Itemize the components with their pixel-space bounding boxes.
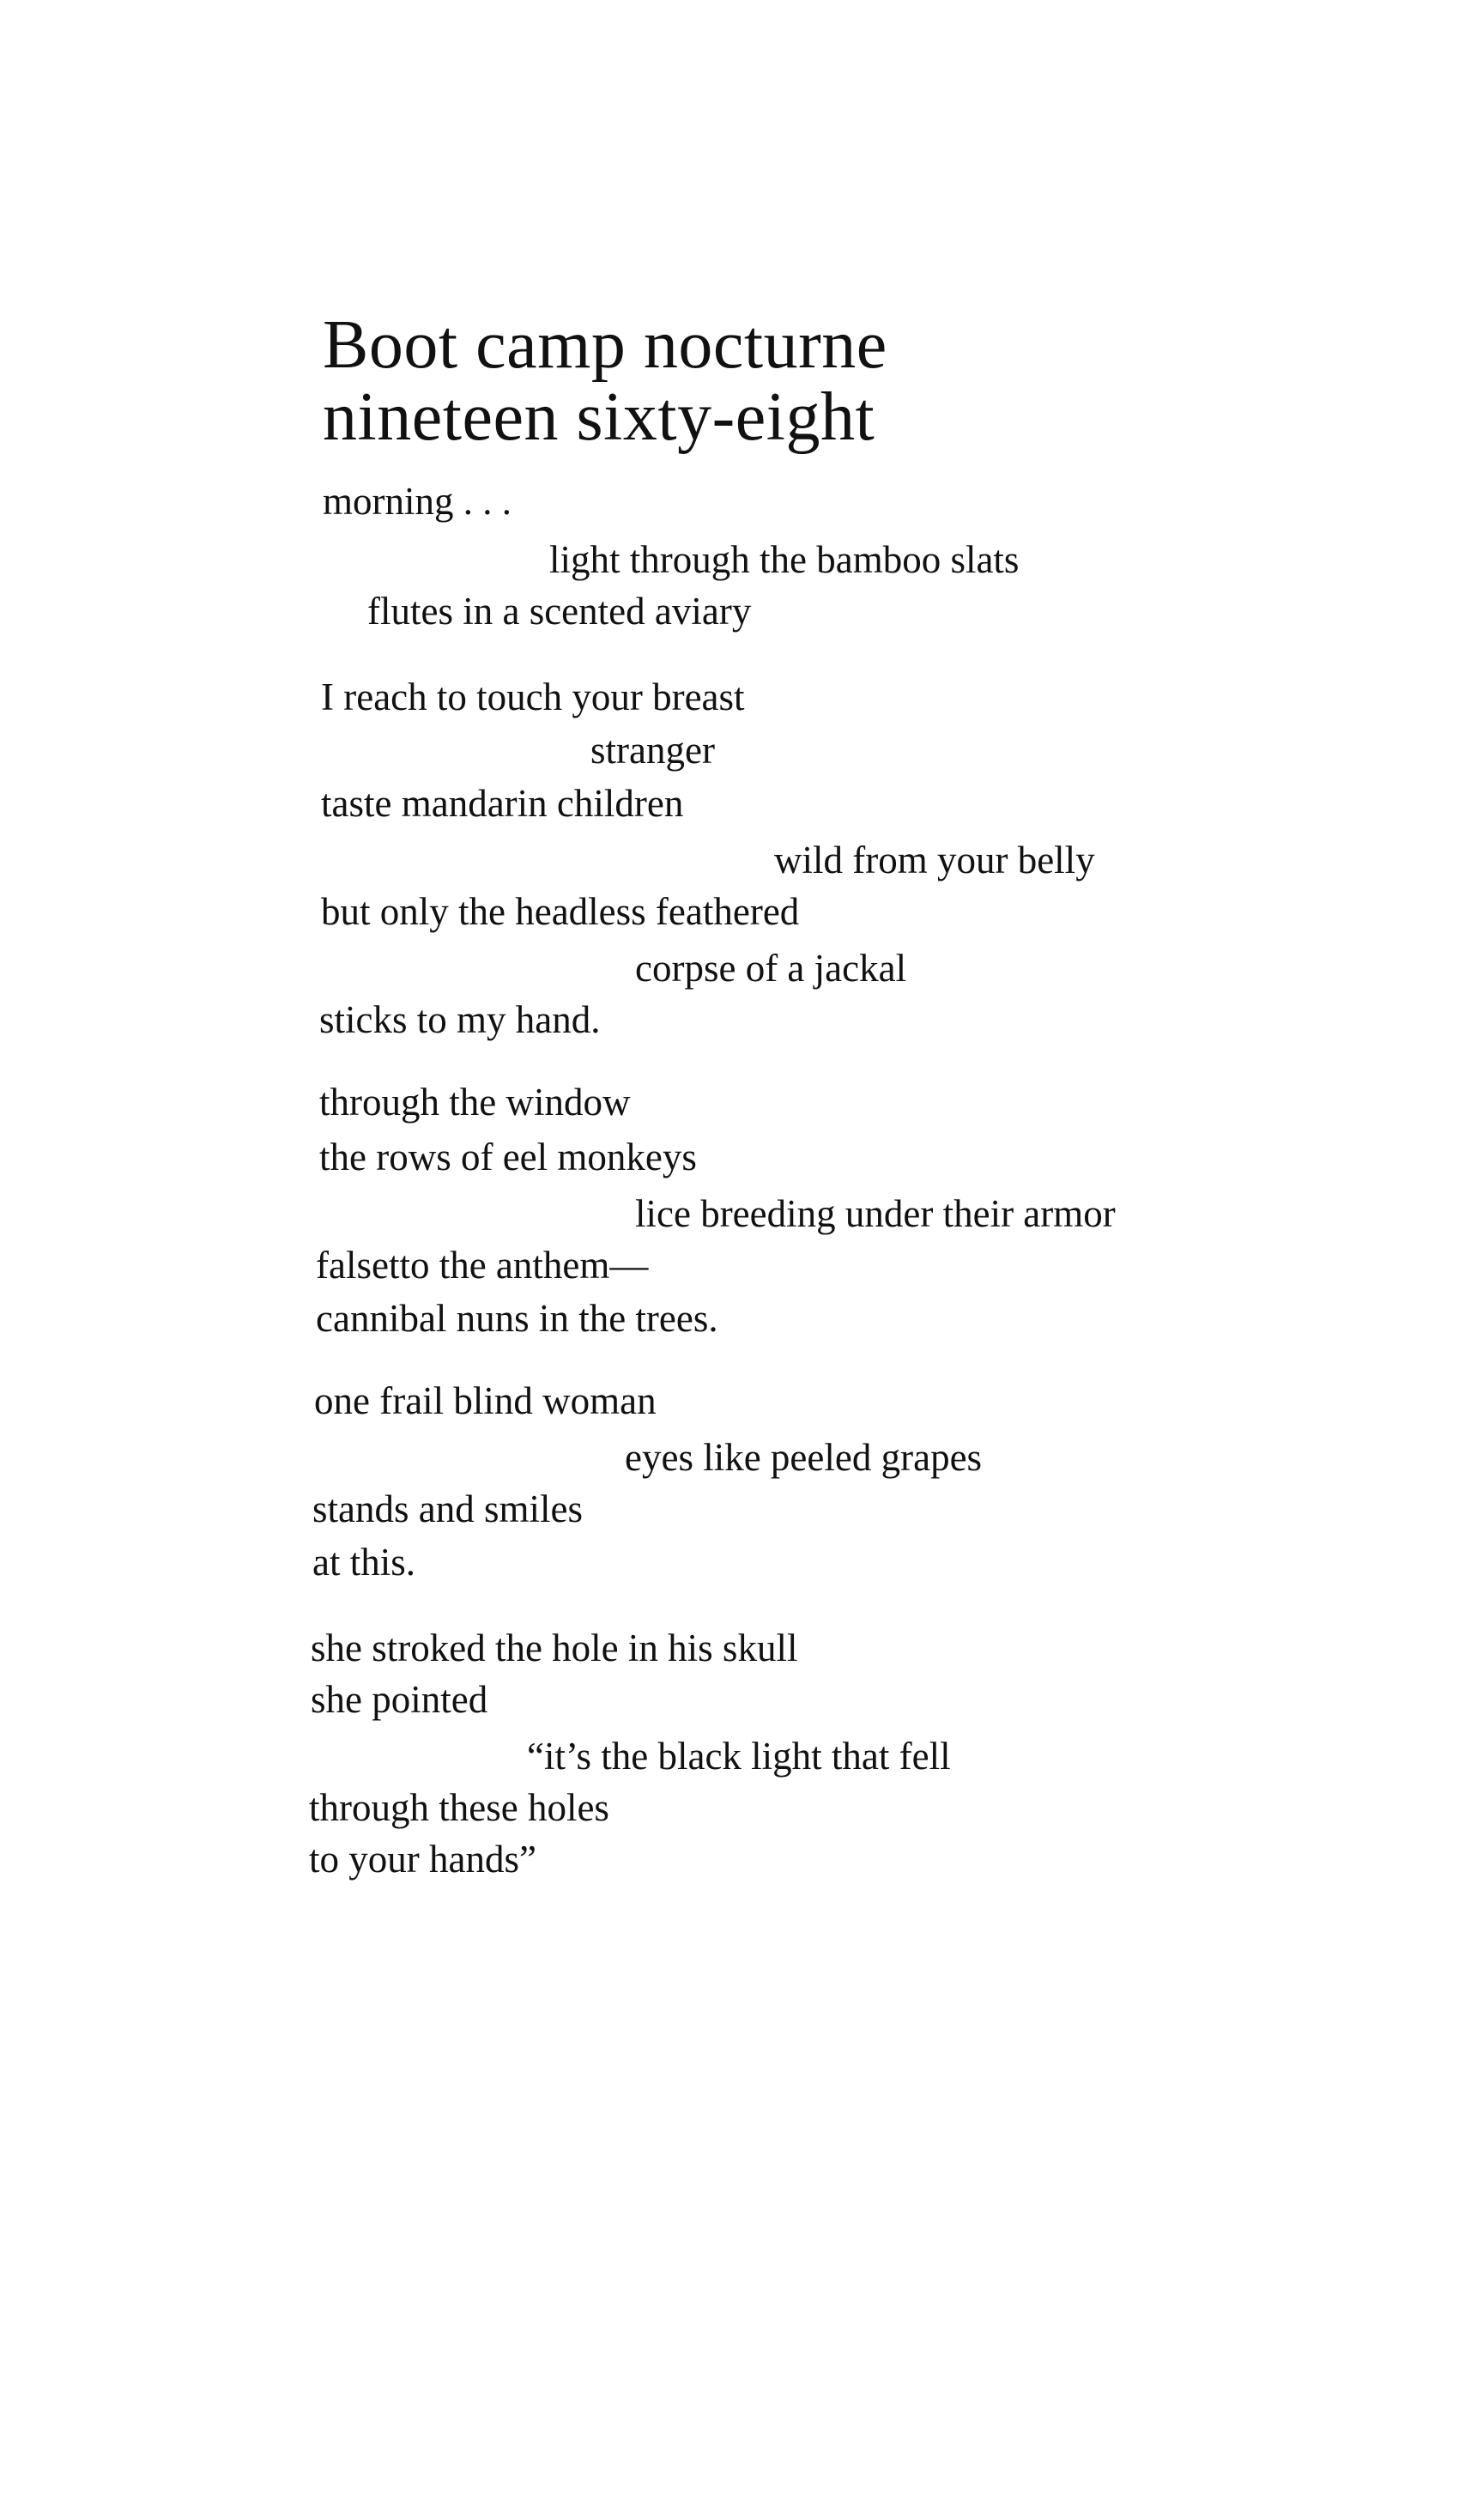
poem-line: falsetto the anthem—	[316, 1244, 649, 1287]
poem-title-line-2: nineteen sixty-eight	[323, 379, 875, 455]
poem-line: eyes like peeled grapes	[625, 1436, 983, 1479]
poem-line: I reach to touch your breast	[321, 675, 745, 718]
poem-line: through the window	[319, 1081, 631, 1124]
poem-line: the rows of eel monkeys	[319, 1136, 697, 1178]
poem-line: taste mandarin children	[321, 782, 684, 825]
poem-line: morning . . .	[323, 480, 512, 523]
poem-line: “it’s the black light that fell	[527, 1735, 951, 1778]
poem-line: light through the bamboo slats	[549, 538, 1020, 581]
poem-line: flutes in a scented aviary	[367, 590, 752, 633]
poem-line: corpse of a jackal	[635, 947, 907, 990]
poem-line: sticks to my hand.	[319, 998, 601, 1041]
poem-line: cannibal nuns in the trees.	[316, 1297, 718, 1340]
poem-line: one frail blind woman	[314, 1379, 657, 1422]
poem-line: she stroked the hole in his skull	[311, 1626, 798, 1669]
poem-line: wild from your belly	[774, 839, 1095, 881]
poem-line: she pointed	[311, 1678, 488, 1721]
poem-title-line-1: Boot camp nocturne	[323, 307, 887, 383]
poem-line: but only the headless feathered	[321, 890, 800, 933]
poem-line: stranger	[590, 729, 715, 772]
poem-line: lice breeding under their armor	[635, 1192, 1116, 1235]
poem-line: to your hands”	[309, 1838, 536, 1881]
poem-line: at this.	[312, 1541, 415, 1584]
poem-line: through these holes	[309, 1786, 609, 1829]
poem-line: stands and smiles	[312, 1487, 583, 1530]
